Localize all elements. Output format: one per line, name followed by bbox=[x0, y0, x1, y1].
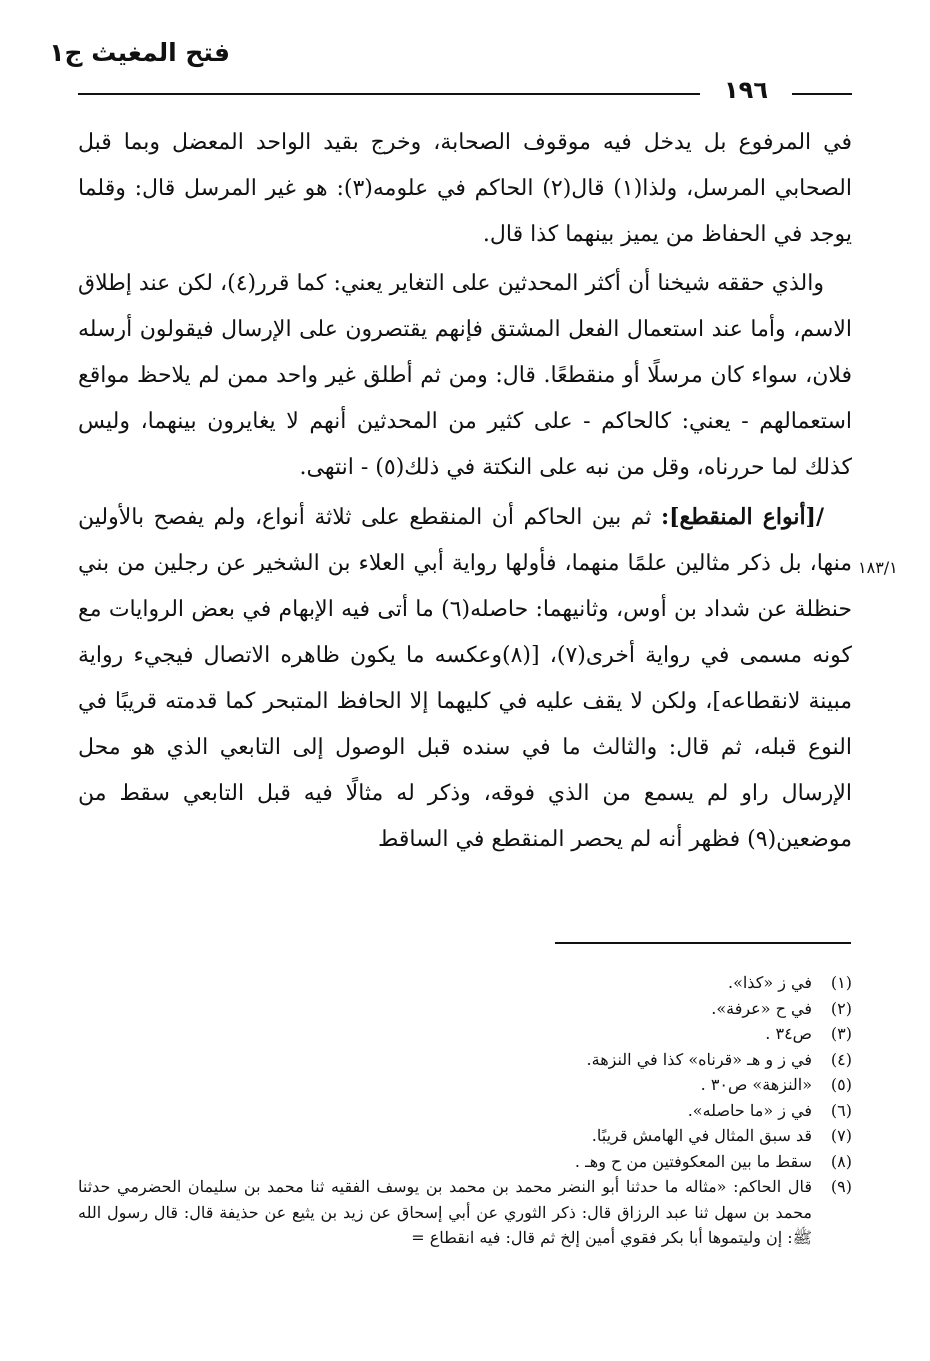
footnote-separator bbox=[555, 942, 851, 944]
footnote-item bbox=[78, 1072, 852, 1098]
footnote-text: سقط ما بين المعكوفتين من ح وهـ . bbox=[574, 1151, 812, 1171]
margin-reference: ١٨٣/١ bbox=[858, 558, 898, 577]
section-text: ثم بين الحاكم أن المنقطع على ثلاثة أنواع، ولم يفصح بالأولين منها، بل ذكر مثالين علمًا منهما، فأولها رواية أبي العلاء بن الشخير عن رجلين من بني حنظلة عن شداد بن أوس، وثانيهما: حاصله(٦) ما أتى فيه الإبهام في بعض الروايات مع كونه مسمى في رواية أخرى(٧)، [(٨)وعكسه ما يكون ظاهره الاتصال فيجيء رواية مبينة لانقطاعه]، ولكن لا يقف عليه في كليهما إلا الحافظ المتبحر كما قدمته قريبًا في النوع قبله، ثم قال: والثالث ما في سنده قبل الوصول إلى التابعي الذي هو محل الإرسال راو لم يسمع من الذي فوقه، وذكر له مثالًا فيه قبل التابعي سقط من موضعين(٩) فظهر أنه لم يحصر المنقطع في الساقط bbox=[78, 505, 852, 852]
footnote-item bbox=[78, 1174, 852, 1251]
footnote-item bbox=[78, 970, 852, 996]
footnote-item bbox=[78, 996, 852, 1022]
section-paragraph bbox=[78, 494, 852, 863]
footnote-text: «النزهة» ص٣٠ . bbox=[700, 1075, 812, 1094]
footnote-item bbox=[78, 1021, 852, 1047]
footnote-number: (١) bbox=[830, 973, 852, 992]
section-heading: /[أنواع المنقطع]: bbox=[661, 504, 825, 530]
footnote-text: قد سبق المثال في الهامش قريبًا. bbox=[591, 1126, 812, 1145]
footnote-text: ص٣٤ . bbox=[765, 1024, 812, 1043]
page-title: فتح المغيث ج١ bbox=[49, 38, 230, 67]
main-text bbox=[78, 120, 852, 866]
footnote-item bbox=[78, 1149, 852, 1175]
footnote-number: (٢) bbox=[830, 998, 852, 1018]
footnote-text: في ز «كذا». bbox=[727, 973, 812, 992]
footnote-number: (٧) bbox=[830, 1126, 852, 1145]
footnote-text: في ح «عرفة». bbox=[711, 998, 812, 1018]
footnote-item bbox=[78, 1047, 852, 1073]
paragraph-1: في المرفوع بل يدخل فيه موقوف الصحابة، وخرج بقيد الواحد المعضل وبما قبل الصحابي المرسل، ولذا(١) قال(٢) الحاكم في علومه(٣): هو غير المرسل قال: وقلما يوجد في الحفاظ من يميز بينهما كذا قال. bbox=[78, 130, 852, 247]
footnote-number: (٦) bbox=[830, 1100, 852, 1120]
footnote-number: (٤) bbox=[830, 1049, 852, 1069]
page-number: ١٩٦ bbox=[700, 70, 792, 110]
footnote-item bbox=[78, 1123, 852, 1149]
footnote-number: (٣) bbox=[830, 1024, 852, 1043]
footnotes bbox=[78, 970, 852, 1251]
footnote-text: في ز و هـ «قرناه» كذا في النزهة. bbox=[586, 1049, 812, 1069]
footnote-number: (٩) bbox=[830, 1177, 852, 1196]
footnote-number: (٥) bbox=[830, 1075, 852, 1094]
footnote-item bbox=[78, 1098, 852, 1124]
footnote-number: (٨) bbox=[830, 1151, 852, 1171]
footnote-text: في ز «ما حاصله». bbox=[687, 1100, 812, 1120]
footnote-text: قال الحاكم: «مثاله ما حدثنا أبو النضر محمد بن محمد بن يوسف الفقيه ثنا محمد بن سليمان الحضرمي حدثنا محمد بن سهل ثنا عبد الرزاق قال: ذكر الثوري عن أبي إسحاق عن زيد بن يثيع عن حذيفة قال: قال رسول الله ﷺ: إن وليتموها أبا بكر فقوي أمين إلخ ثم قال: فيه انقطاع = bbox=[78, 1177, 812, 1247]
paragraph-2: والذي حققه شيخنا أن أكثر المحدثين على التغاير يعني: كما قرر(٤)، لكن عند إطلاق الاسم، وأما عند استعمال الفعل المشتق فإنهم يقتصرون على الإرسال فيقولون أرسله فلان، سواء كان مرسلًا أو منقطعًا. قال: ومن ثم أطلق غير واحد ممن لم يلاحظ مواقع استعمالهم - يعني: كالحاكم - على كثير من المحدثين أنهم لا يغايرون بينهما، وليس كذلك لما حررناه، وقل من نبه على النكتة في ذلك(٥) - انتهى. bbox=[78, 271, 852, 480]
